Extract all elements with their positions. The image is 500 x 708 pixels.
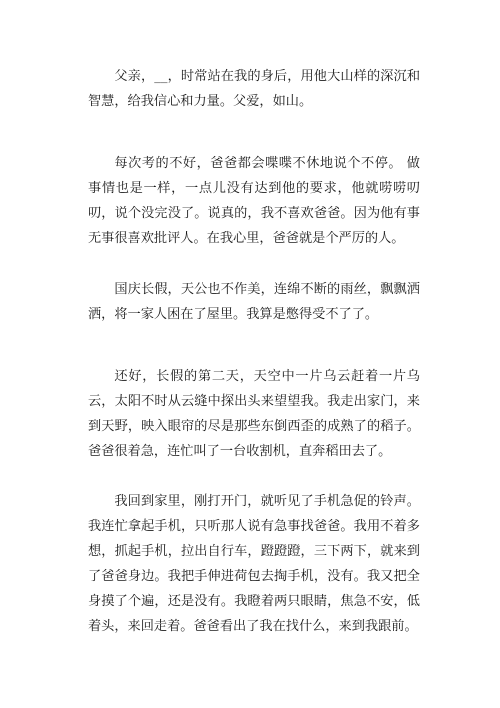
- paragraph-1-lead: 父亲，: [114, 69, 155, 84]
- paragraph-4: 还好，长假的第二天，天空中一片乌云赶着一片乌云，太阳不时从云缝中探出头来望望我。我走出家门，来到天野，映入眼帘的尽是那些东倒西歪的成熟了的稻子。爸爸很着急，连忙叫了一台收割机，直奔稻田去了。: [88, 369, 420, 459]
- paragraph-1: [88, 64, 420, 114]
- fill-in-blank: __: [154, 69, 168, 84]
- paragraph-1-rest: ，时常站在我的身后，用他大山样的深沉和智慧，给我信心和力量。父爱，如山。: [88, 69, 421, 109]
- paragraph-3: 国庆长假，天公也不作美，连绵不断的雨丝，飘飘洒洒，将一家人困在了屋里。我算是憋得受不了了。: [88, 282, 420, 322]
- paragraph-5: 我回到家里，刚打开门，就听见了手机急促的铃声。我连忙拿起手机，只听那人说有急事找爸爸。我用不着多想，抓起手机，拉出自行车，蹬蹬蹬，三下两下，就来到了爸爸身边。我把手伸进荷包去掏手机，没有。我又把全身摸了个遍，还是没有。我瞪着两只眼睛，焦急不安，低着头，来回走着。爸爸看出了我在找什么，来到我跟前。: [88, 494, 420, 634]
- paragraph-2: 每次考的不好，爸爸都会喋喋不休地说个不停。 做事情也是一样，一点儿没有达到他的要求，他就唠唠叨叨，说个没完没了。说真的，我不喜欢爸爸。因为他有事无事很喜欢批评人。在我心里，爸爸就是个严厉的人。: [88, 156, 420, 246]
